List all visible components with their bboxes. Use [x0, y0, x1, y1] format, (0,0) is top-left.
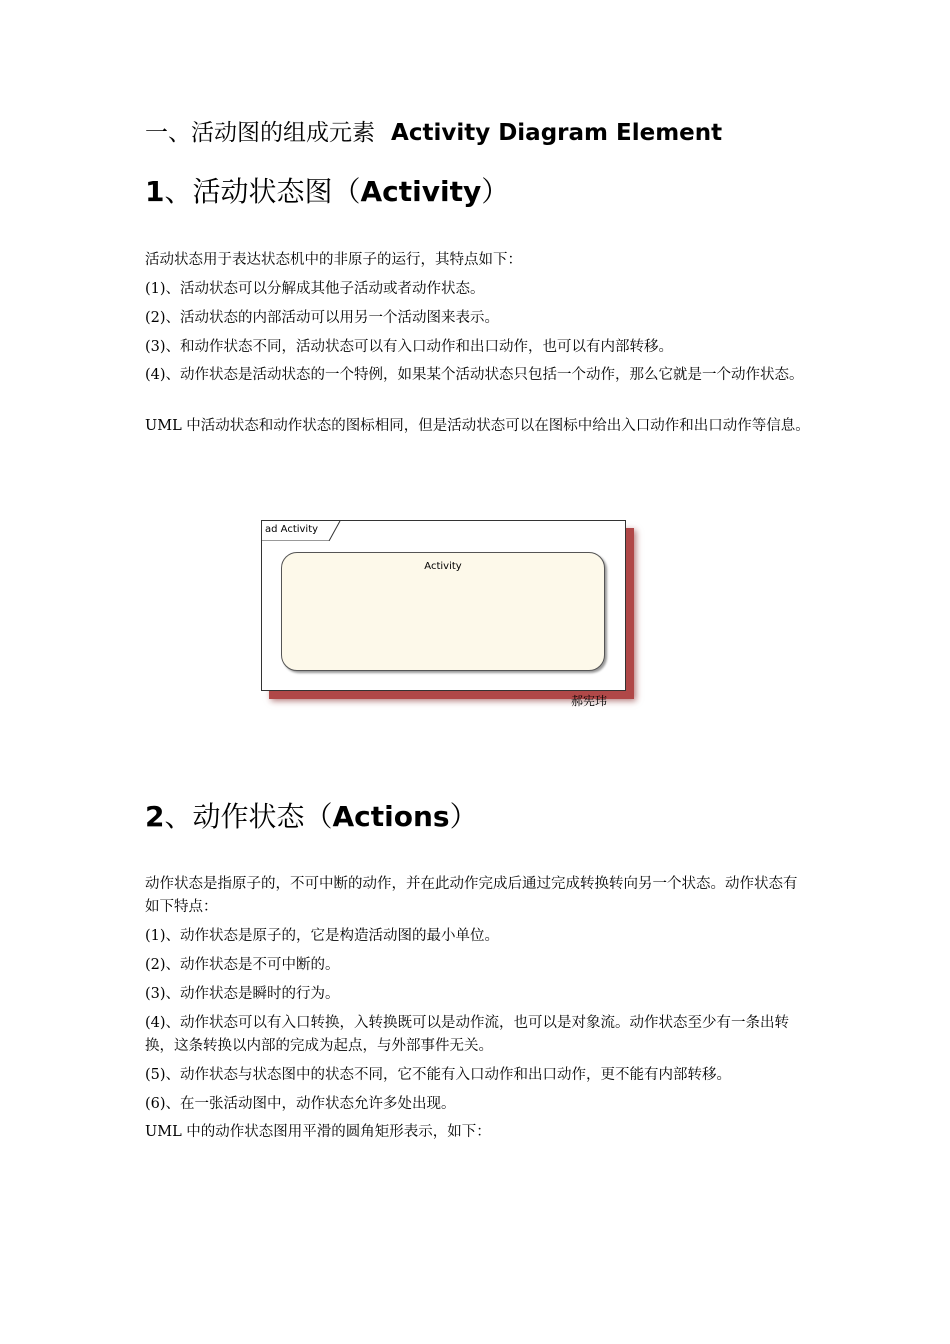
activity-node-label: Activity: [424, 561, 462, 572]
section-1-paragraph: (3)、和动作状态不同，活动状态可以有入口动作和出口动作，也可以有内部转移。: [145, 339, 674, 355]
figure-author: 郝宪玮: [571, 694, 608, 708]
section-1-paragraph: UML 中活动状态和动作状态的图标相同，但是活动状态可以在图标中给出入口动作和出口动作等信息。: [145, 418, 810, 434]
activity-node: [281, 552, 605, 671]
section-1-separator: 、: [164, 175, 193, 208]
diagram-frame: [261, 520, 626, 691]
section-2-separator: 、: [164, 800, 193, 833]
section-2-number: 2: [145, 800, 165, 833]
main-heading: [145, 114, 722, 147]
main-heading-zh: 一、活动图的组成元素: [145, 120, 375, 146]
section-1-title-zh: 活动状态图（: [192, 175, 361, 208]
section-2-paragraph: UML 中的动作状态图用平滑的圆角矩形表示，如下：: [145, 1124, 491, 1140]
section-2-paragraph: 动作状态是指原子的，不可中断的动作，并在此动作完成后通过完成转换转向另一个状态。动作状态有如下特点：: [145, 876, 798, 915]
section-1-paragraph: 活动状态用于表达状态机中的非原子的运行，其特点如下：: [145, 252, 522, 268]
frame-name-tab: [262, 521, 342, 541]
section-1-heading: [145, 170, 509, 210]
section-2-title-zh: 动作状态（: [192, 800, 333, 833]
section-1-paragraph: (1)、活动状态可以分解成其他子活动或者动作状态。: [145, 281, 485, 297]
section-1-title-en: Activity: [360, 175, 482, 208]
section-2-paragraph: (4)、动作状态可以有入口转换，入转换既可以是动作流，也可以是对象流。动作状态至少有一条出转换，这条转换以内部的完成为起点，与外部事件无关。: [145, 1015, 790, 1054]
section-2-paragraph: (6)、在一张活动图中，动作状态允许多处出现。: [145, 1096, 456, 1112]
main-heading-en: Activity Diagram Element: [391, 120, 723, 146]
section-1-paragraph: (4)、动作状态是活动状态的一个特例，如果某个活动状态只包括一个动作，那么它就是一个动作状态。: [145, 367, 804, 383]
section-1-paragraph: (2)、活动状态的内部活动可以用另一个活动图来表示。: [145, 310, 500, 326]
section-2-close-paren: ）: [449, 800, 478, 833]
section-2-paragraph: (2)、动作状态是不可中断的。: [145, 957, 340, 973]
section-1-number: 1: [145, 175, 165, 208]
section-1-close-paren: ）: [481, 175, 510, 208]
section-2-paragraph: (1)、动作状态是原子的，它是构造活动图的最小单位。: [145, 928, 500, 944]
section-2-paragraph: (3)、动作状态是瞬时的行为。: [145, 986, 340, 1002]
section-2-title-en: Actions: [332, 800, 450, 833]
section-2-paragraph: (5)、动作状态与状态图中的状态不同，它不能有入口动作和出口动作，更不能有内部转移。: [145, 1067, 732, 1083]
section-2-heading: [145, 795, 478, 835]
frame-label: ad Activity: [265, 524, 319, 535]
activity-diagram-figure: [261, 520, 626, 691]
